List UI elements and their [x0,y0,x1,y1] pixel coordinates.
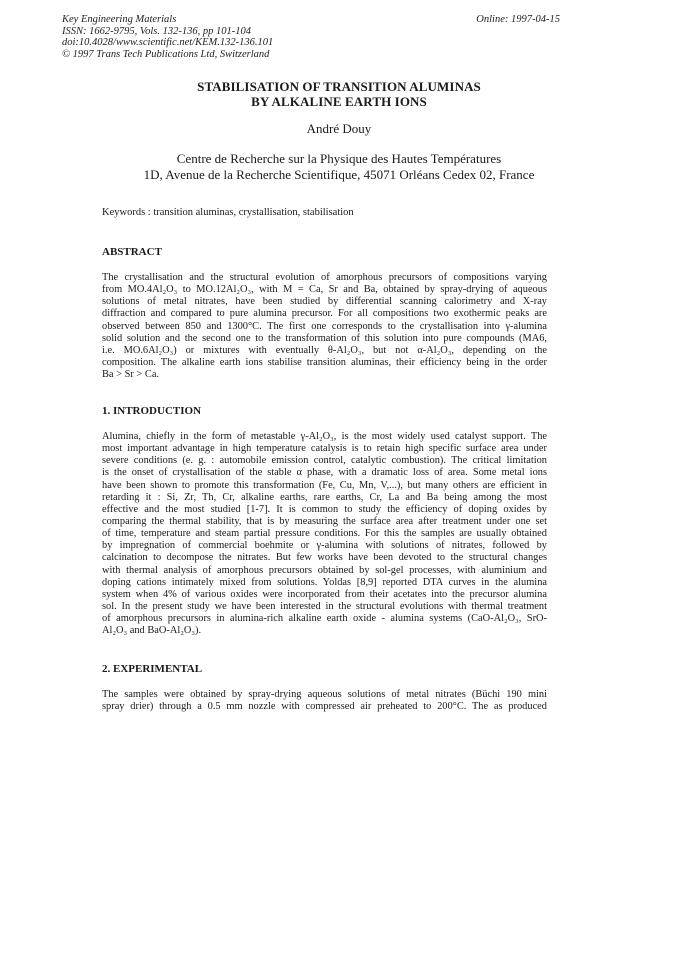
text-line: most important advantage in high temperature catalysis is to retain high specific surface area under [102,443,547,455]
text-line: The samples were obtained by spray-drying aqueous solutions of metal nitrates (Büchi 190 mini [102,689,547,700]
text-line: Ba > Sr > Ca. [102,369,160,381]
abstract-heading: ABSTRACT [102,246,162,258]
text-line: sol. In the present study we have been interested in the structural evolutions with thermal treatment [102,600,547,612]
experimental-heading: 2. EXPERIMENTAL [102,663,203,675]
online-date: Online: 1997-04-15 [476,14,560,25]
copyright-line: © 1997 Trans Tech Publications Ltd, Switzerland [62,48,270,60]
text-line: Al₂O₃ and BaO-Al₂O₃). [102,625,202,637]
text-line: calcination to decompose the nitrates. But few works have been devoted to the structural changes [102,552,547,564]
journal-name: Key Engineering Materials [62,14,177,25]
introduction-body [102,431,547,637]
text-line: solutions of metal nitrates, have been studied by differential scanning calorimetry and X-ray [102,296,547,308]
text-line: comparing the thermal stability, that is by measuring the surface area after treatment under one set [102,515,547,527]
doi-link[interactable]: doi:10.4028/www.scientific.net/KEM.132-136.101 [62,37,274,48]
text-line: solid solution and the second one to the transformation of this solution into pure compounds (MA6, [102,332,547,344]
affiliation [0,151,678,183]
affiliation-line-1: Centre de Recherche sur la Physique des Hautes Températures [176,151,502,166]
author-name: André Douy [306,121,372,136]
text-line: from MO.4Al₂O₃ to MO.12Al₂O₃, with M = Ca, Sr and Ba, obtained by spray-drying of aqueous [102,284,547,296]
title-line-1: STABILISATION OF TRANSITION ALUMINAS [197,79,481,94]
title-line-2: BY ALKALINE EARTH IONS [251,94,427,109]
text-line: retarding it : Si, Zr, Th, Cr, alkaline earths, rare earths, Cr, La and Ba being among the most [102,491,547,503]
issn-line: ISSN: 1662-9795, Vols. 132-136, pp 101-104 [62,25,251,37]
text-line: observed between 850 and 1300°C. The first one corresponds to the crystallisation into γ-alumina [102,320,547,332]
journal-header [62,14,622,60]
text-line: severe conditions (e. g. : automobile emission control, catalytic combustion). The critical limitation [102,455,547,467]
text-line: The crystallisation and the structural evolution of amorphous precursors of compositions varying [102,272,547,283]
text-line: effective and the most studied [1-7]. It is common to study the efficiency of doping oxides by [102,503,547,515]
text-line: is the onset of crystallisation of the stable α phase, with a dramatic loss of area. Some metal ions [102,467,547,479]
abstract-body [102,272,547,381]
text-line: with thermal analysis of amorphous precursors obtained by sol-gel processes, with aluminium and [102,564,547,576]
text-line: of amorphous precursors in alumina-rich alkaline earth oxide - alumina systems (CaO-Al₂O₃, SrO- [102,613,547,625]
text-line: i.e. MO.6Al₂O₃) or mixtures with eventually θ-Al₂O₃, but not α-Al₂O₃, depending on the [102,344,547,356]
text-line: composition. The alkaline earth ions stabilise transition aluminas, their efficiency being in the order [102,356,547,368]
text-line: by impregnation of commercial boehmite or γ-alumina with solutions of nitrates, followed by [102,540,547,552]
text-line: diffraction and compared to pure alumina precursor. For all compositions two exothermic peaks are [102,308,547,320]
affiliation-line-2: 1D, Avenue de la Recherche Scientifique, 45071 Orléans Cedex 02, France [143,167,535,182]
text-line: Alumina, chiefly in the form of metastable γ-Al₂O₃, is the most widely used catalyst support. The [102,431,547,442]
text-line: of time, temperature and steam partial pressure conditions. For this the samples are usually obtained [102,528,547,540]
text-line: spray drier) through a 0.5 mm nozzle with compressed air preheated to 200°C. The as produced [102,701,547,713]
introduction-heading: 1. INTRODUCTION [102,405,202,417]
text-line: doping cations intimately mixed from solutions. Yoldas [8,9] reported DTA curves in the alumina [102,576,547,588]
experimental-body [102,689,547,713]
text-line: have been shown to promote this transformation (Fe, Cu, Mn, V,...), but many others are efficient in [102,479,547,491]
paper-title [0,79,678,109]
keywords: Keywords : transition aluminas, crystallisation, stabilisation [102,207,354,218]
text-line: system when 4% of various oxides were incorporated from their acetates into the precursor alumina [102,588,547,600]
